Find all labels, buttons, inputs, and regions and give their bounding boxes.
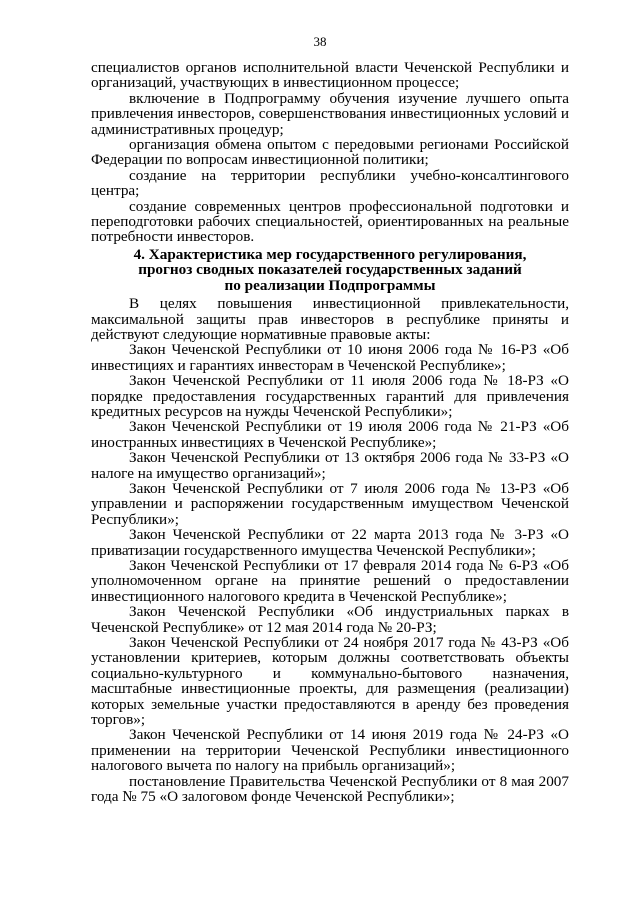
section-heading-line: 4. Характеристика мер государственного регулирования, [133,245,527,263]
section-heading-line: прогноз сводных показателей государственных заданий [138,261,522,279]
paragraph: организация обмена опытом с передовыми регионами Российской Федерации по вопросам инвестиционной политики; [91,136,569,169]
paragraph: специалистов органов исполнительной власти Чеченской Республики и организаций, участвующих в инвестиционном процессе; [91,59,569,92]
paragraph: создание современных центров профессиональной подготовки и переподготовки рабочих специальностей, ориентированных на реальные потребности инвесторов. [91,197,569,246]
law-item: Закон Чеченской Республики от 24 ноября 2017 года № 43-РЗ «Об установлении критериев, которым должны соответствовать объекты социально-культурного и коммунально-бытового назначения, масштабные инвестиционные проекты, для размещения (реализации) которых земельные участки предоставляются в аренду без проведения торгов»; [91,634,569,729]
law-item: Закон Чеченской Республики от 19 июля 2006 года № 21-РЗ «Об иностранных инвестициях в Чеченской Республике»; [91,418,569,451]
law-item: Закон Чеченской Республики «Об индустриальных парках в Чеченской Республике» от 12 мая 2014 года № 20-РЗ; [91,603,569,636]
law-item: Закон Чеченской Республики от 7 июля 2006 года № 13-РЗ «Об управлении и распоряжении государственным имуществом Чеченской Республики»; [91,479,569,528]
law-item: Закон Чеченской Республики от 13 октября 2006 года № 33-РЗ «О налоге на имущество организаций»; [91,449,569,482]
law-item: постановление Правительства Чеченской Республики от 8 мая 2007 года № 75 «О залоговом фонде Чеченской Республики»; [91,772,569,806]
paragraph: создание на территории республики учебно-консалтингового центра; [91,166,569,200]
law-item: Закон Чеченской Республики от 10 июня 2006 года № 16-РЗ «Об инвестициях и гарантиях инвесторам в Чеченской Республике»; [91,341,569,374]
paragraph: В целях повышения инвестиционной привлекательности, максимальной защиты прав инвесторов в республике приняты и действуют следующие нормативные правовые акты: [91,295,569,343]
document-body [91,60,569,805]
page-number: 38 [313,34,327,49]
law-item: Закон Чеченской Республики от 22 марта 2013 года № 3-РЗ «О приватизации государственного имущества Чеченской Республики»; [91,526,569,559]
law-item: Закон Чеченской Республики от 17 февраля 2014 года № 6-РЗ «Об уполномоченном органе на принятие решений о предоставлении инвестиционного налогового кредита в Чеченской Республике»; [91,557,569,605]
section-heading [91,247,569,293]
section-heading-line: по реализации Подпрограммы [224,276,436,294]
paragraph: включение в Подпрограмму обучения изучение лучшего опыта привлечения инвесторов, совершенствования инвестиционных условий и административных процедур; [91,89,569,138]
law-item: Закон Чеченской Республики от 14 июня 2019 года № 24-РЗ «О применении на территории Чеченской Республики инвестиционного налогового вычета по налогу на прибыль организаций»; [91,726,569,775]
law-item: Закон Чеченской Республики от 11 июля 2006 года № 18-РЗ «О порядке предоставления государственных гарантий для привлечения кредитных ресурсов на нужды Чеченской Республики»; [91,372,569,420]
